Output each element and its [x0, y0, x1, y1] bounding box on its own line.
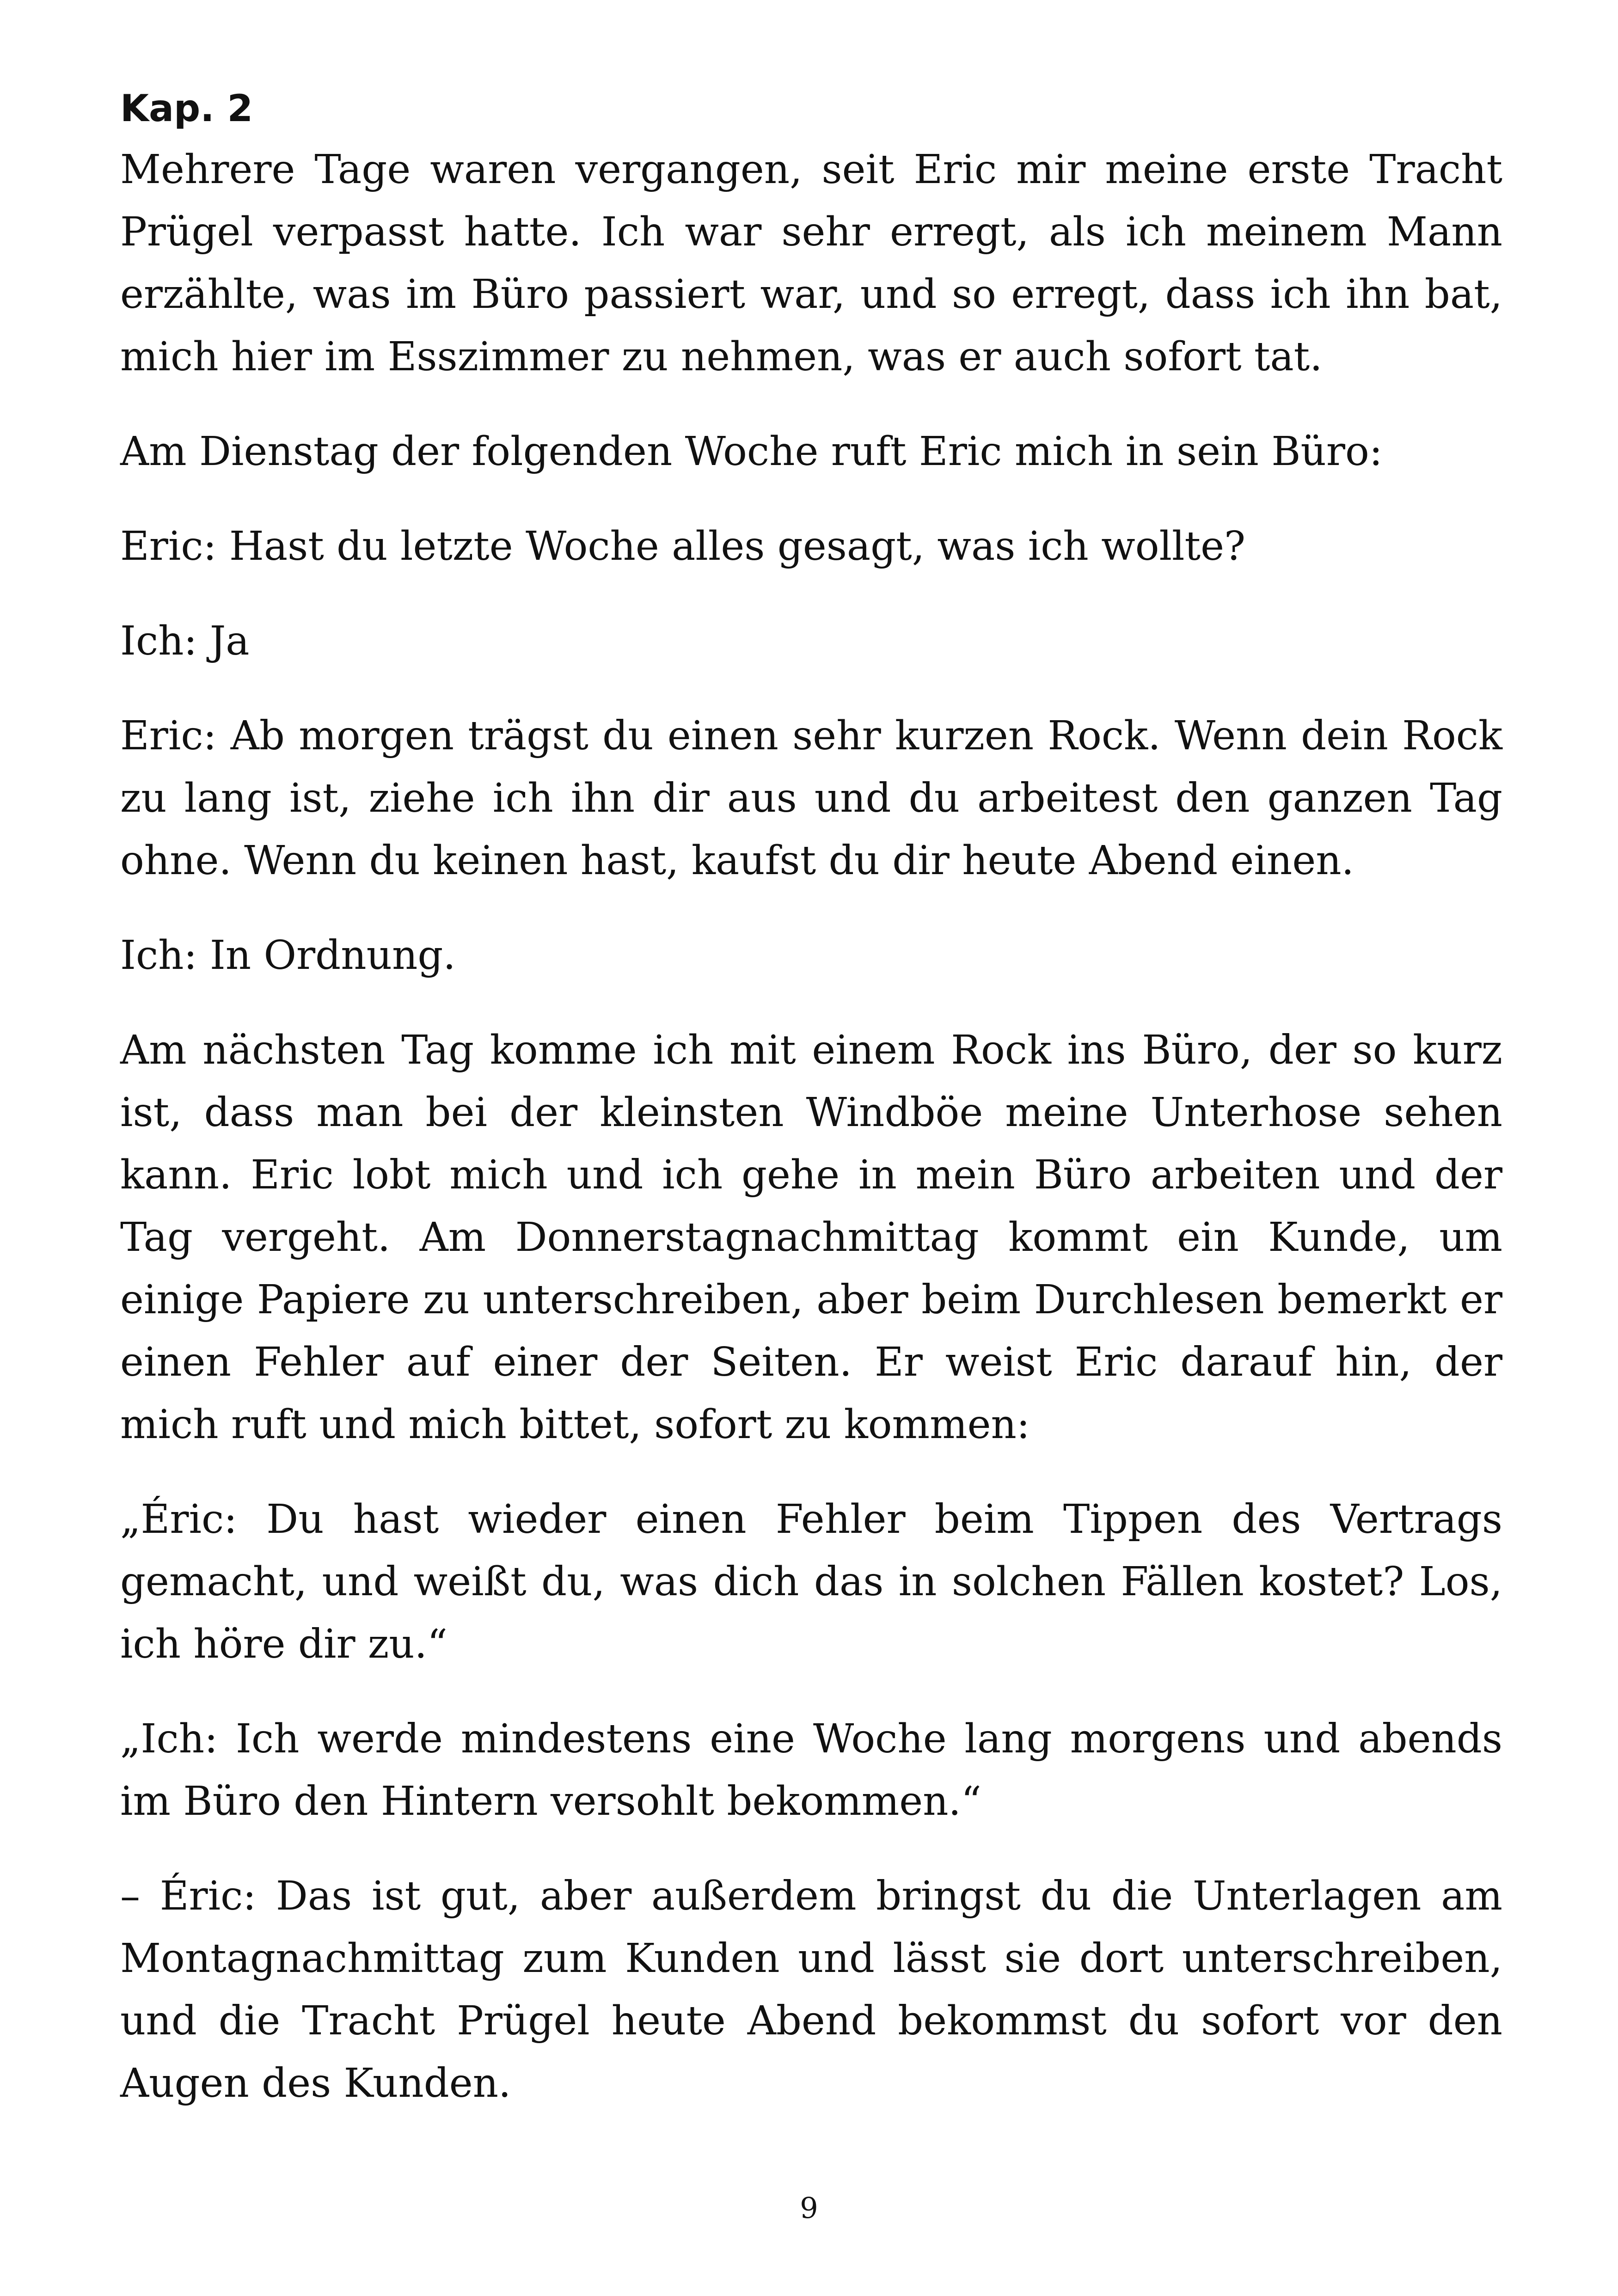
chapter-heading: Kap. 2	[120, 87, 253, 130]
paragraph-4: Ich: Ja	[120, 618, 250, 664]
paragraph-5: Eric: Ab morgen trägst du einen sehr kurzen Rock. Wenn dein Rock zu lang ist, ziehe ich ihn dir aus und du arbeitest den ganzen Tag ohne. Wenn du keinen hast, kaufst du dir heute Abend einen.	[120, 713, 1502, 884]
document-page	[120, 79, 1502, 2147]
paragraph-1: Mehrere Tage waren vergangen, seit Eric mir meine erste Tracht Prügel verpasst hatte. Ich war sehr erregt, als ich meinem Mann erzählte, was im Büro passiert war, und so erregt, dass ich ihn bat, mich hier im Esszimmer zu nehmen, was er auch sofort tat.	[120, 147, 1502, 380]
paragraph-9: „Ich: Ich werde mindestens eine Woche lang morgens und abends im Büro den Hintern versohlt bekommen.“	[120, 1716, 1502, 1825]
paragraph-7: Am nächsten Tag komme ich mit einem Rock ins Büro, der so kurz ist, dass man bei der kleinsten Windböe meine Unterhose sehen kann. Eric lobt mich und ich gehe in mein Büro arbeiten und der Tag vergeht. Am Donnerstagnachmittag kommt ein Kunde, um einige Papiere zu unterschreiben, aber beim Durchlesen bemerkt er einen Fehler auf einer der Seiten. Er weist Eric darauf hin, der mich ruft und mich bittet, sofort zu kommen:	[120, 1027, 1502, 1448]
paragraph-10: – Éric: Das ist gut, aber außerdem bringst du die Unterlagen am Montagnachmittag zum Kunden und lässt sie dort unterschreiben, und die Tracht Prügel heute Abend bekommst du sofort vor den Augen des Kunden.	[120, 1873, 1502, 2106]
paragraph-2: Am Dienstag der folgenden Woche ruft Eric mich in sein Büro:	[120, 429, 1383, 475]
paragraph-8: „Éric: Du hast wieder einen Fehler beim Tippen des Vertrags gemacht, und weißt du, was dich das in solchen Fällen kostet? Los, ich höre dir zu.“	[120, 1496, 1502, 1667]
paragraph-6: Ich: In Ordnung.	[120, 932, 456, 979]
paragraph-3: Eric: Hast du letzte Woche alles gesagt, was ich wollte?	[120, 523, 1246, 569]
page-number: 9	[800, 2191, 818, 2225]
